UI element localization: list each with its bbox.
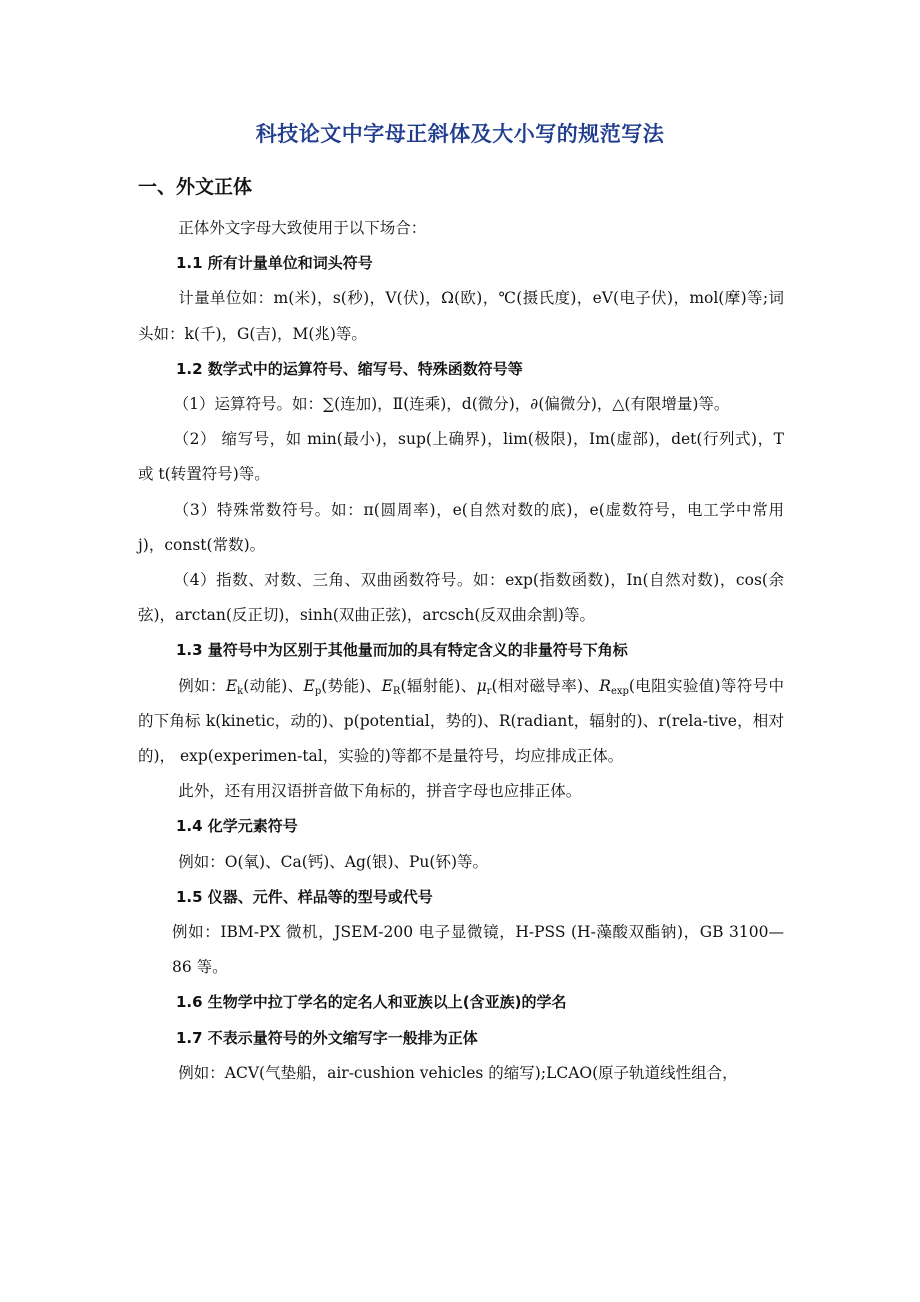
symbol-ep: $E_p$(势能)、 — [303, 676, 382, 697]
paragraph-pinyin: 此外，还有用汉语拼音做下角标的，拼音字母也应排正体。 — [178, 782, 582, 801]
paragraph-models: 例如：IBM-PX 微机，JSEM-200 电子显微镜，H-PSS (H-藻酸双酯钠)，GB 3100—86 等。 — [172, 923, 784, 977]
subsection-heading-1-3: 1.3 量符号中为区别于其他量而加的具有特定含义的非量符号下角标 — [176, 641, 628, 660]
subsection-heading-1-6: 1.6 生物学中拉丁学名的定名人和亚族以上(含亚族)的学名 — [176, 993, 567, 1012]
subsection-heading-1-4: 1.4 化学元素符号 — [176, 817, 298, 836]
intro-paragraph: 正体外文字母大致使用于以下场合： — [178, 219, 427, 237]
example-lead: 例如： — [178, 676, 226, 695]
symbol-ek: $E_k$(动能)、 — [225, 676, 304, 697]
paragraph-operators: （1）运算符号。如：∑(连加)，Ⅱ(连乘)，d(微分)，∂(偏微分)，△(有限增量)等。 — [173, 395, 730, 414]
symbol-rexp: $R_{exp}$(电阻实验值) — [599, 676, 721, 697]
subsection-heading-1-2: 1.2 数学式中的运算符号、缩写号、特殊函数符号等 — [176, 359, 523, 378]
document-body — [138, 211, 784, 1091]
subsection-heading-1-7: 1.7 不表示量符号的外文缩写字一般排为正体 — [176, 1028, 478, 1047]
page-title: 科技论文中字母正斜体及大小写的规范写法 — [255, 122, 665, 146]
section-heading: 一、外文正体 — [138, 176, 253, 198]
paragraph-abbrev-words: 例如：ACV(气垫船，air-cushion vehicles 的缩写);LCAO(原子轨道线性组合， — [178, 1063, 738, 1082]
paragraph-functions: （4）指数、对数、三角、双曲函数符号。如：exp(指数函数)，In(自然对数)，cos(余弦)，arctan(反正切)，sinh(双曲正弦)，arcsch(反双曲余割)等。 — [138, 571, 784, 625]
paragraph-units: 计量单位如：m(米)，s(秒)，V(伏)，Ω(欧)，℃(摄氏度)，eV(电子伏)，mol(摩)等;词头如：k(千)，G(吉)，M(兆)等。 — [138, 289, 784, 343]
subsection-heading-1-5: 1.5 仪器、元件、样品等的型号或代号 — [176, 887, 433, 906]
paragraph-abbreviations: （2） 缩写号，如 min(最小)，sup(上确界)，lim(极限)，Im(虚部)，det(行列式)，T 或 t(转置符号)等。 — [138, 430, 784, 484]
subsection-heading-1-1: 1.1 所有计量单位和词头符号 — [176, 254, 373, 273]
paragraph-constants: （3）特殊常数符号。如：π(圆周率)，e(自然对数的底)，e(虚数符号，电工学中常用 j)，const(常数)。 — [138, 500, 784, 554]
symbol-er: $E_R$(辐射能)、 — [381, 676, 477, 697]
paragraph-elements: 例如：O(氧)、Ca(钙)、Ag(银)、Pu(钚)等。 — [178, 852, 489, 871]
paragraph-subscripts — [138, 669, 784, 775]
symbol-mur: $\mu_r$(相对磁导率)、 — [476, 676, 600, 697]
subscript-explanation: 等符号中的下角标 k(kinetic，动的)、p(potential，势的)、R(radiant，辐射的)、r(rela-tive，相对的)， exp(experimen-tal，实验的)等都不是量符号，均应排成正体。 — [138, 676, 784, 766]
